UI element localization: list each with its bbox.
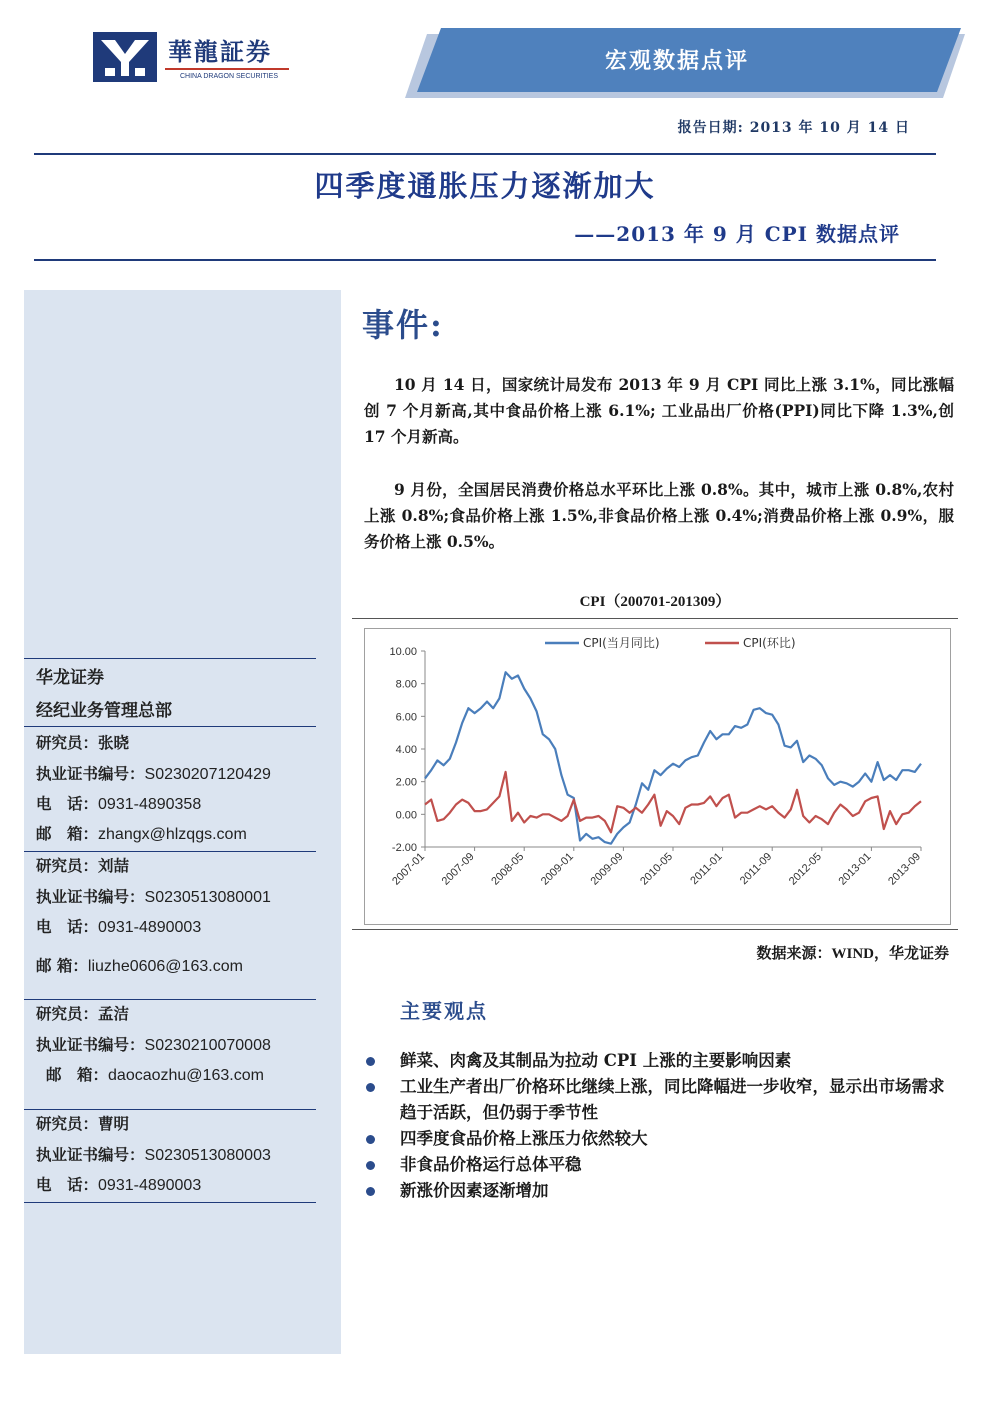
divider bbox=[24, 1109, 316, 1110]
analyst-phone: 电 话：0931-4890358 bbox=[36, 794, 202, 813]
analyst-email: 邮 箱：liuzhe0606@163.com bbox=[36, 956, 243, 975]
series-line-yoy bbox=[425, 672, 921, 844]
divider bbox=[24, 658, 316, 659]
y-tick-label: -2.00 bbox=[391, 842, 417, 854]
legend-label: CPI(当月同比) bbox=[583, 636, 660, 650]
x-tick-label: 2013-09 bbox=[886, 850, 924, 888]
x-tick-label: 2010-05 bbox=[638, 850, 676, 888]
view-item: 新涨价因素逐渐增加 bbox=[366, 1178, 956, 1204]
x-tick-label: 2007-09 bbox=[439, 850, 477, 888]
chart-top-rule bbox=[352, 618, 958, 619]
view-item: 非食品价格运行总体平稳 bbox=[366, 1152, 956, 1178]
divider bbox=[24, 851, 316, 852]
event-paragraph-1: 10 月 14 日，国家统计局发布 2013 年 9 月 CPI 同比上涨 3.1%，同比涨幅创 7 个月新高,其中食品价格上涨 6.1%; 工业品出厂价格(PPI)同比下降 1.3%,创 17 个月新高。 bbox=[364, 375, 954, 446]
x-tick-label: 2012-05 bbox=[786, 850, 824, 888]
x-tick-label: 2007-01 bbox=[390, 850, 428, 888]
y-tick-label: 4.00 bbox=[395, 744, 417, 756]
view-item: 鲜菜、肉禽及其制品为拉动 CPI 上涨的主要影响因素 bbox=[366, 1048, 956, 1074]
x-tick-label: 2011-01 bbox=[688, 850, 725, 888]
chart-source: 数据来源：WIND，华龙证券 bbox=[756, 946, 949, 962]
analyst-cert: 执业证书编号：S0230207120429 bbox=[36, 764, 271, 783]
title-top-rule bbox=[34, 153, 936, 155]
y-tick-label: 10.00 bbox=[389, 646, 417, 658]
cpi-chart bbox=[364, 628, 951, 925]
analyst-email: 邮 箱：daocaozhu@163.com bbox=[46, 1065, 264, 1084]
analyst-phone: 电 话：0931-4890003 bbox=[36, 917, 202, 936]
y-tick-label: 8.00 bbox=[395, 678, 417, 691]
event-heading: 事件: bbox=[362, 306, 444, 344]
logo-english: CHINA DRAGON SECURITIES bbox=[180, 73, 279, 80]
bullet-icon bbox=[366, 1161, 375, 1170]
divider bbox=[24, 1202, 316, 1203]
analyst-name: 研究员：张晓 bbox=[36, 733, 130, 752]
view-item: 工业生产者出厂价格环比继续上涨，同比降幅进一步收窄，显示出市场需求趋于活跃，但仍弱于季节性 bbox=[366, 1074, 956, 1126]
analyst-cert: 执业证书编号：S0230210070008 bbox=[36, 1035, 271, 1054]
y-tick-label: 2.00 bbox=[395, 776, 417, 789]
analyst-name: 研究员：刘喆 bbox=[36, 856, 130, 875]
page-title: 四季度通胀压力逐渐加大 bbox=[314, 169, 656, 203]
analyst-sidebar bbox=[24, 290, 341, 1354]
category-banner bbox=[405, 28, 965, 100]
analyst-email: 邮 箱：zhangx@hlzqgs.com bbox=[36, 824, 247, 843]
cpi-chart-svg bbox=[365, 629, 950, 924]
x-tick-label: 2009-09 bbox=[588, 850, 626, 888]
sidebar-org: 华龙证券 bbox=[36, 668, 104, 688]
y-tick-label: 0.00 bbox=[395, 809, 417, 822]
analyst-cert: 执业证书编号：S0230513080003 bbox=[36, 1145, 271, 1164]
series-line-mom bbox=[425, 772, 921, 832]
x-tick-label: 2011-09 bbox=[737, 850, 775, 888]
bullet-icon bbox=[366, 1135, 375, 1144]
chart-title: CPI（200701-201309） bbox=[579, 594, 731, 610]
event-paragraph-2: 9 月份，全国居民消费价格总水平环比上涨 0.8%。其中，城市上涨 0.8%,农村上涨 0.8%;食品价格上涨 1.5%,非食品价格上涨 0.4%;消费品价格上涨 0.9%，服务价格上涨 0.5%。 bbox=[364, 480, 954, 551]
report-date: 报告日期: 2013 年 10 月 14 日 bbox=[677, 120, 910, 136]
bullet-icon bbox=[366, 1057, 375, 1066]
x-tick-label: 2009-01 bbox=[538, 850, 576, 888]
bullet-icon bbox=[366, 1083, 375, 1092]
divider bbox=[24, 999, 316, 1000]
title-bottom-rule bbox=[34, 259, 936, 261]
bullet-icon bbox=[366, 1187, 375, 1196]
banner-text: 宏观数据点评 bbox=[605, 48, 750, 74]
logo-chinese: 華龍証券 bbox=[168, 37, 272, 66]
x-tick-label: 2008-05 bbox=[489, 850, 527, 888]
views-heading: 主要观点 bbox=[400, 999, 488, 1023]
y-tick-label: 6.00 bbox=[395, 711, 417, 724]
divider bbox=[24, 726, 316, 727]
analyst-name: 研究员：曹明 bbox=[36, 1114, 130, 1133]
view-item: 四季度食品价格上涨压力依然较大 bbox=[366, 1126, 956, 1152]
analyst-phone: 电 话：0931-4890003 bbox=[36, 1175, 202, 1194]
x-tick-label: 2013-01 bbox=[836, 850, 874, 888]
sidebar-dept: 经纪业务管理总部 bbox=[36, 701, 172, 721]
legend-label: CPI(环比) bbox=[743, 636, 796, 650]
analyst-name: 研究员：孟洁 bbox=[36, 1004, 130, 1023]
analyst-cert: 执业证书编号：S0230513080001 bbox=[36, 887, 271, 906]
page-subtitle: ——2013 年 9 月 CPI 数据点评 bbox=[574, 222, 900, 246]
chart-bottom-rule bbox=[352, 929, 958, 930]
